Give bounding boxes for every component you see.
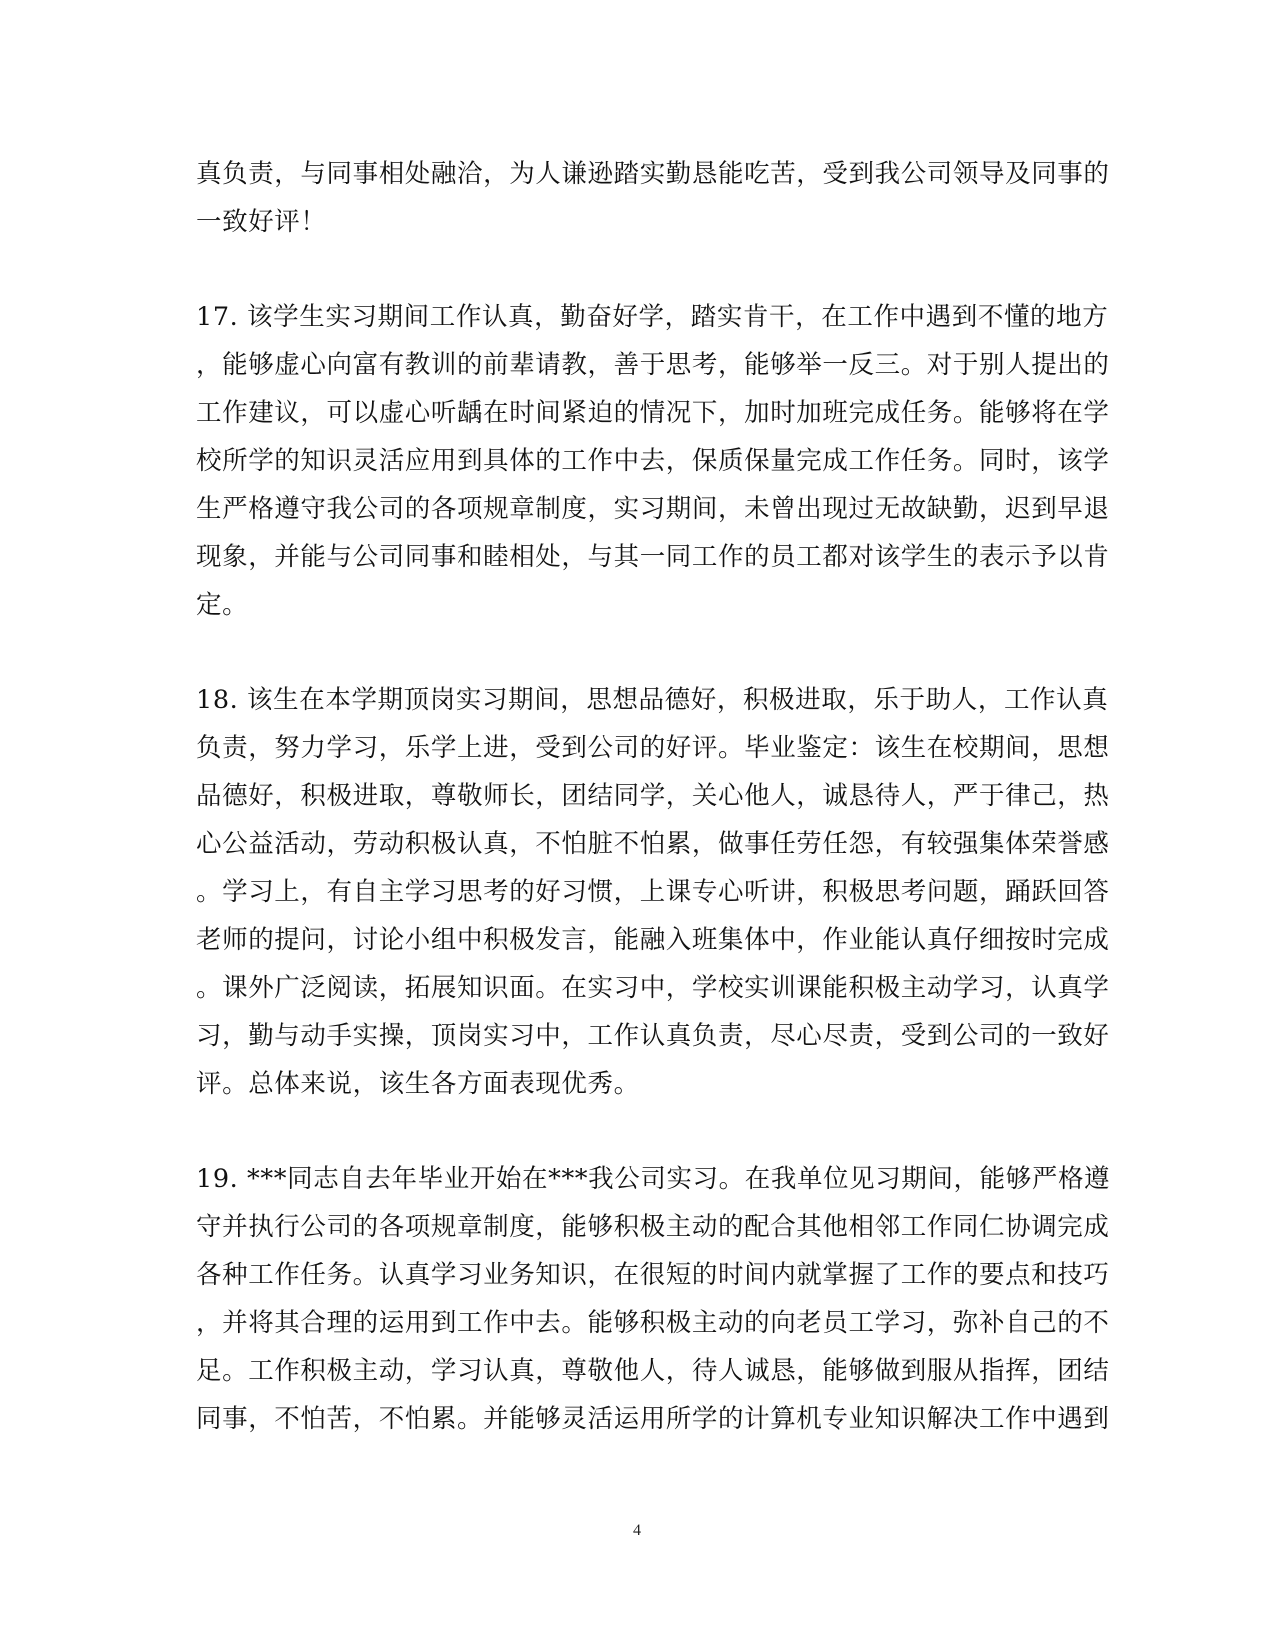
text-line: 评。总体来说，该生各方面表现优秀。 [196, 1069, 640, 1099]
text-line: 19. ***同志自去年毕业开始在***我公司实习。在我单位见习期间，能够严格遵 [196, 1164, 1111, 1194]
text-line: 校所学的知识灵活应用到具体的工作中去，保质保量完成工作任务。同时，该学 [196, 446, 1110, 476]
text-line: 负责，努力学习，乐学上进，受到公司的好评。毕业鉴定：该生在校期间，思想 [196, 733, 1110, 763]
text-line: 现象，并能与公司同事和睦相处，与其一同工作的员工都对该学生的表示予以肯 [196, 542, 1110, 572]
text-line: 各种工作任务。认真学习业务知识，在很短的时间内就掌握了工作的要点和技巧 [196, 1260, 1110, 1290]
text-line: 习，勤与动手实操，顶岗实习中，工作认真负责，尽心尽责，受到公司的一致好 [196, 1021, 1110, 1051]
text-line: 心公益活动，劳动积极认真，不怕脏不怕累，做事任劳任怨，有较强集体荣誉感 [196, 829, 1110, 859]
text-line: 工作建议，可以虚心听龋在时间紧迫的情况下，加时加班完成任务。能够将在学 [196, 398, 1110, 428]
text-line: 老师的提问，讨论小组中积极发言，能融入班集体中，作业能认真仔细按时完成 [196, 925, 1110, 955]
text-line: 生严格遵守我公司的各项规章制度，实习期间，未曾出现过无故缺勤，迟到早退 [196, 494, 1110, 524]
text-line: 17. 该学生实习期间工作认真，勤奋好学，踏实肯干，在工作中遇到不懂的地方 [196, 302, 1109, 332]
text-line: 18. 该生在本学期顶岗实习期间，思想品德好，积极进取，乐于助人，工作认真 [196, 685, 1109, 715]
document-body [196, 150, 1111, 1443]
text-line: 定。 [196, 590, 249, 620]
page-number: 4 [633, 1522, 641, 1539]
paragraph-item-18 [196, 676, 1110, 1108]
text-line: 品德好，积极进取，尊敬师长，团结同学，关心他人，诚恳待人，严于律己，热 [196, 781, 1110, 811]
text-line: 一致好评！ [196, 207, 327, 237]
text-line: 。课外广泛阅读，拓展知识面。在实习中，学校实训课能积极主动学习，认真学 [196, 973, 1110, 1003]
text-line: ，并将其合理的运用到工作中去。能够积极主动的向老员工学习，弥补自己的不 [196, 1308, 1110, 1338]
text-line: 足。工作积极主动，学习认真，尊敬他人，待人诚恳，能够做到服从指挥，团结 [196, 1356, 1110, 1386]
paragraph-item-19 [196, 1155, 1111, 1443]
paragraph-continuation [196, 150, 1110, 246]
text-line: 同事，不怕苦，不怕累。并能够灵活运用所学的计算机专业知识解决工作中遇到 [196, 1404, 1110, 1434]
paragraph-item-17 [196, 293, 1110, 629]
text-line: 真负责，与同事相处融洽，为人谦逊踏实勤恳能吃苦，受到我公司领导及同事的 [196, 159, 1110, 189]
text-line: ，能够虚心向富有教训的前辈请教，善于思考，能够举一反三。对于别人提出的 [196, 350, 1110, 380]
text-line: 。学习上，有自主学习思考的好习惯，上课专心听讲，积极思考问题，踊跃回答 [196, 877, 1110, 907]
text-line: 守并执行公司的各项规章制度，能够积极主动的配合其他相邻工作同仁协调完成 [196, 1212, 1110, 1242]
